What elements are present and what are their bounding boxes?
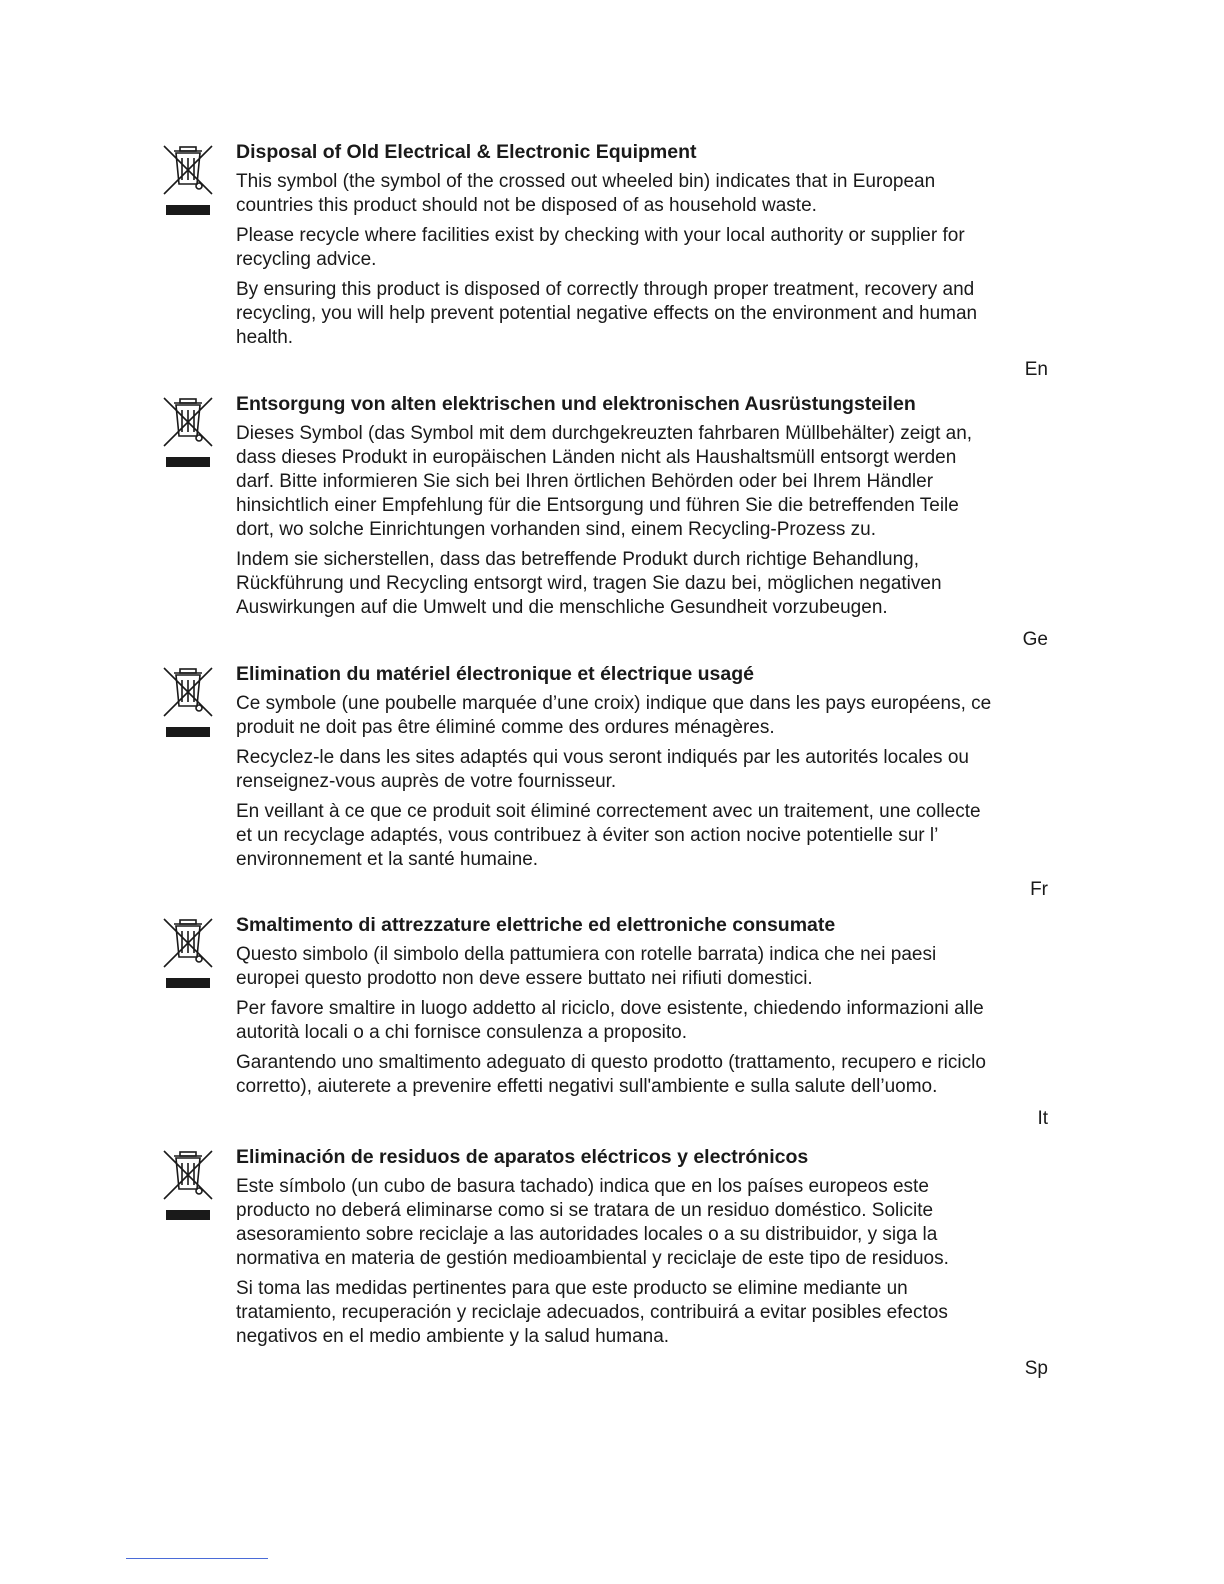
section-text: [236, 1145, 1048, 1355]
paragraph: Si toma las medidas pertinentes para que este producto se elimine mediante un tratamiento, recuperación y reciclaje adecuados, contribuirá a evitar posibles efectos negativos en el medio ambiente y la salud humana.: [236, 1278, 948, 1347]
section-heading: Disposal of Old Electrical & Electronic Equipment: [236, 141, 697, 163]
section-text: [236, 140, 1048, 356]
section-english: [160, 140, 1060, 385]
paragraph: By ensuring this product is disposed of correctly through proper treatment, recovery and recycling, you will help prevent potential negative effects on the environment and human health.: [236, 279, 978, 348]
footer-divider: [126, 1558, 268, 1559]
section-text: [236, 662, 1048, 878]
section-german: [160, 392, 1060, 656]
section-heading: Smaltimento di attrezzature elettriche ed elettroniche consumate: [236, 914, 836, 936]
paragraph: Dieses Symbol (das Symbol mit dem durchgekreuzten fahrbaren Müllbehälter) zeigt an, dass dieses Produkt in europäischen Länden nicht als Haushaltsmüll entsorgt werden darf. Bitte informieren Sie sich bei Ihren örtlichen Behörden oder bei Ihrem Händler hinsichtlich einer Empfehlung für die Entsorgung und führen Sie die betreffenden Teile dort, wo solche Einrichtungen vorhanden sind, einem Recycling-Prozess zu.: [236, 423, 973, 540]
paragraph: Indem sie sicherstellen, dass das betreffende Produkt durch richtige Behandlung, Rückführung und Recycling entsorgt wird, tragen Sie dazu bei, möglichen negativen Auswirkungen auf die Umwelt und die menschliche Gesundheit vorzubeugen.: [236, 549, 942, 618]
section-heading: Entsorgung von alten elektrischen und elektronischen Ausrüstungsteilen: [236, 393, 916, 415]
paragraph: Recyclez-le dans les sites adaptés qui vous seront indiqués par les autorités locales ou renseignez-vous auprès de votre fournisseur.: [236, 747, 969, 792]
section-text: [236, 392, 1048, 626]
section-italian: [160, 913, 1060, 1133]
language-code: Fr: [1030, 879, 1048, 900]
crossed-out-wheeled-bin-icon: [160, 1145, 216, 1225]
crossed-out-wheeled-bin-icon: [160, 913, 216, 993]
paragraph: Questo simbolo (il simbolo della pattumiera con rotelle barrata) indica che nei paesi europei questo prodotto non deve essere buttato nei rifiuti domestici.: [236, 944, 937, 989]
section-text: [236, 913, 1048, 1105]
section-french: [160, 662, 1060, 907]
section-heading: Eliminación de residuos de aparatos eléctricos y electrónicos: [236, 1146, 809, 1168]
language-code: En: [1024, 359, 1048, 380]
language-code: Ge: [1022, 629, 1048, 650]
section-spanish: [160, 1145, 1060, 1390]
paragraph: Este símbolo (un cubo de basura tachado) indica que en los países europeos este producto no deberá eliminarse como si se tratara de un residuo doméstico. Solicite asesoramiento sobre reciclaje a las autoridades locales o a su distribuidor, y siga la normativa en materia de gestión medioambiental y reciclaje de este tipo de residuos.: [236, 1176, 949, 1269]
section-heading: Elimination du matériel électronique et électrique usagé: [236, 663, 754, 685]
crossed-out-wheeled-bin-icon: [160, 662, 216, 742]
paragraph: En veillant à ce que ce produit soit éliminé correctement avec un traitement, une collecte et un recyclage adaptés, vous contribuez à éviter son action nocive potentielle sur l’ environnement et la santé humaine.: [236, 801, 981, 870]
paragraph: Per favore smaltire in luogo addetto al riciclo, dove esistente, chiedendo informazioni alle autorità locali o a chi fornisce consulenza a proposito.: [236, 998, 984, 1043]
language-code: It: [1037, 1108, 1048, 1129]
paragraph: Garantendo uno smaltimento adeguato di questo prodotto (trattamento, recupero e riciclo corretto), aiuterete a prevenire effetti negativi sull'ambiente e sulla salute dell’uomo.: [236, 1052, 986, 1097]
crossed-out-wheeled-bin-icon: [160, 392, 216, 472]
paragraph: Ce symbole (une poubelle marquée d’une croix) indique que dans les pays européens, ce produit ne doit pas être éliminé comme des ordures ménagères.: [236, 693, 992, 738]
crossed-out-wheeled-bin-icon: [160, 140, 216, 220]
paragraph: Please recycle where facilities exist by checking with your local authority or supplier for recycling advice.: [236, 225, 965, 270]
language-code: Sp: [1024, 1358, 1048, 1379]
paragraph: This symbol (the symbol of the crossed out wheeled bin) indicates that in European countries this product should not be disposed of as household waste.: [236, 171, 936, 216]
